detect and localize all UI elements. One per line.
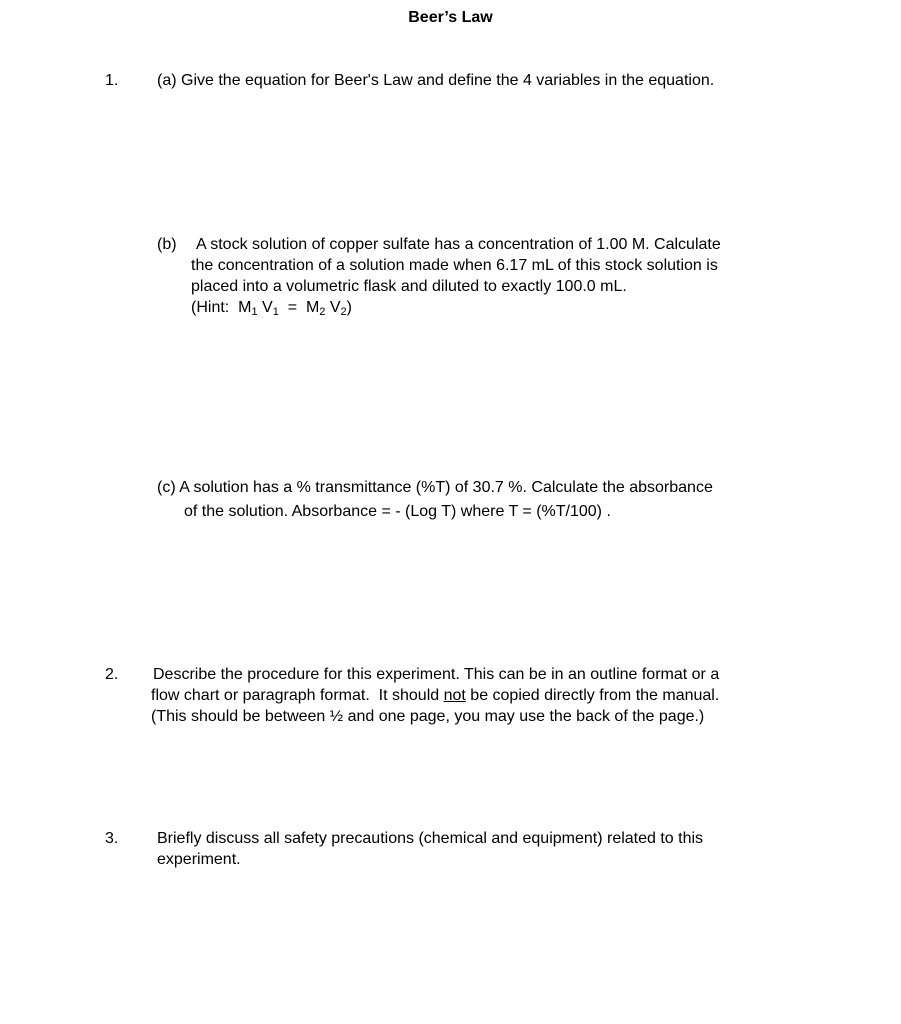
question-2-line-1: Describe the procedure for this experiment. This can be in an outline format or a xyxy=(153,666,720,683)
hint-close: ) xyxy=(346,299,352,316)
question-2-line-2-pre: flow chart or paragraph format. It should xyxy=(151,687,444,704)
hint-eq: = M xyxy=(278,299,320,316)
page-title: Beer’s Law xyxy=(408,9,493,26)
question-3-number: 3. xyxy=(105,830,119,847)
question-1b-line-3: placed into a volumetric flask and diluted to exactly 100.0 mL. xyxy=(191,278,627,295)
question-1c-line-2: of the solution. Absorbance = - (Log T) where T = (%T/100) . xyxy=(184,503,611,520)
question-1c-line-1: (c) A solution has a % transmittance (%T) of 30.7 %. Calculate the absorbance xyxy=(157,479,713,496)
question-3-line-1: Briefly discuss all safety precautions (chemical and equipment) related to this xyxy=(157,830,704,847)
hint-sub-2: 1 xyxy=(272,306,279,318)
question-1b-hint xyxy=(191,297,352,323)
question-3-line-2: experiment. xyxy=(157,851,241,868)
hint-sub-3: 2 xyxy=(319,306,326,318)
question-1b-label: (b) xyxy=(157,236,177,253)
hint-sub-1: 1 xyxy=(251,306,258,318)
question-1a-text: (a) Give the equation for Beer's Law and define the 4 variables in the equation. xyxy=(157,72,715,89)
question-1b-line-2: the concentration of a solution made when 6.17 mL of this stock solution is xyxy=(191,257,718,274)
question-2-line-2-post: be copied directly from the manual. xyxy=(465,687,720,704)
question-2-number: 2. xyxy=(105,666,119,683)
question-2-line-3: (This should be between ½ and one page, you may use the back of the page.) xyxy=(151,708,705,725)
hint-v1: V xyxy=(257,299,273,316)
hint-v2: V xyxy=(325,299,341,316)
question-1b-line-1: A stock solution of copper sulfate has a concentration of 1.00 M. Calculate xyxy=(196,236,721,253)
question-2-line-2 xyxy=(151,685,719,706)
hint-sub-4: 2 xyxy=(340,306,347,318)
hint-prefix: (Hint: M xyxy=(191,299,252,316)
emphasis-not: not xyxy=(443,687,466,704)
question-1-number: 1. xyxy=(105,72,119,89)
